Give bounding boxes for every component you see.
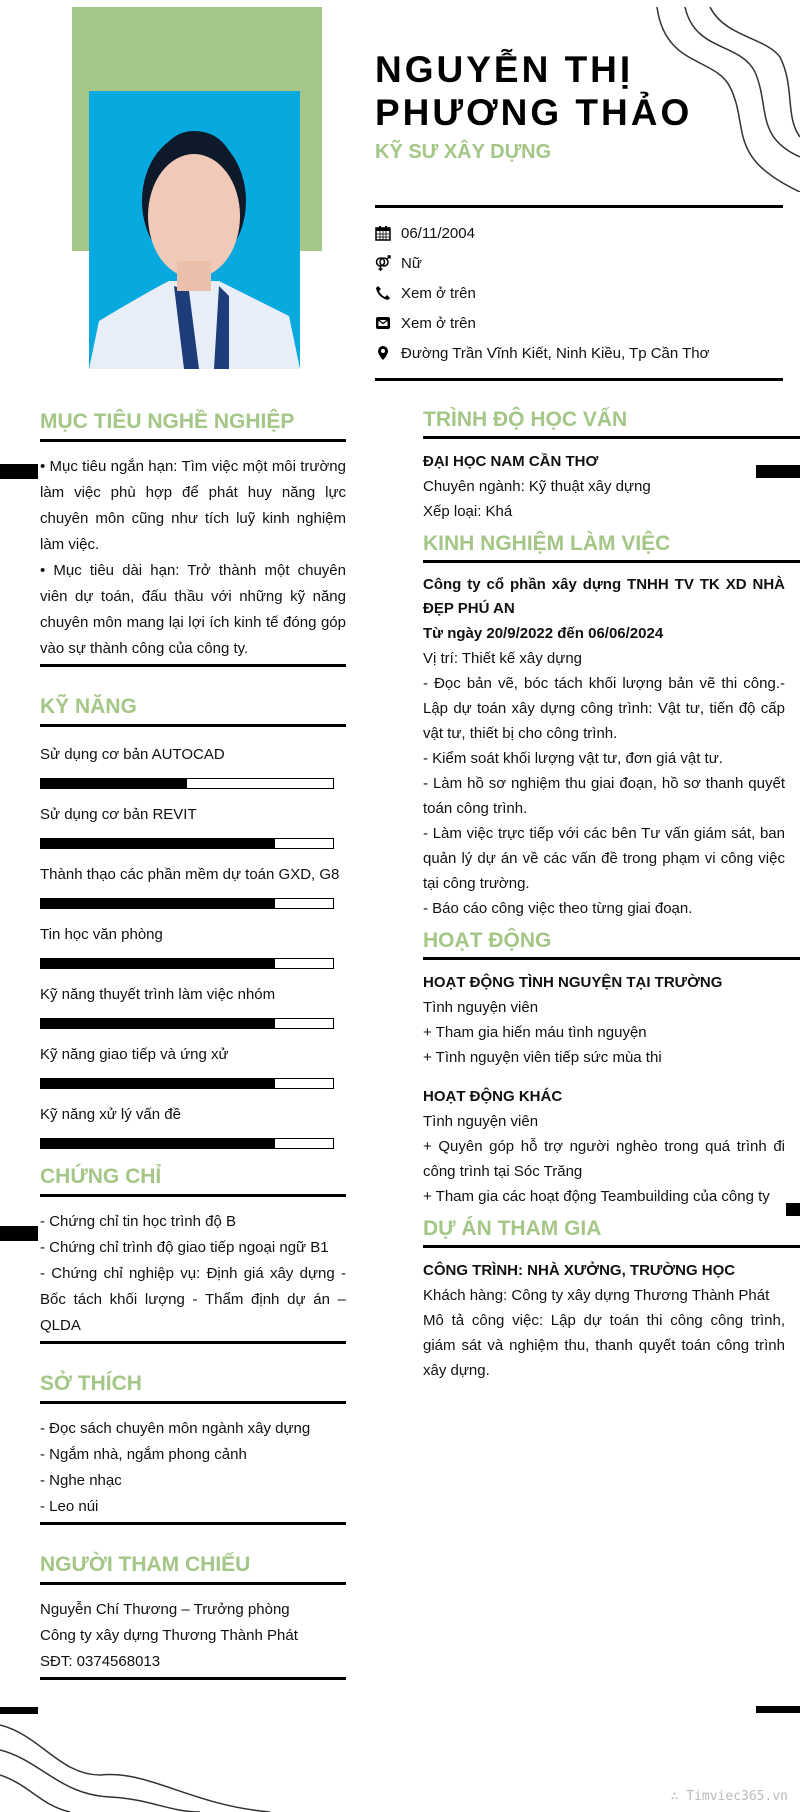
skill-level-fill [41,1079,275,1088]
skill-item [40,1045,346,1089]
contact-text: Đường Trần Vĩnh Kiết, Ninh Kiều, Tp Cần Thơ [401,344,710,362]
section-title: MỤC TIÊU NGHỀ NGHIỆP [40,410,346,442]
contact-birthdate [375,218,783,248]
decorative-wave-lines-bottom [0,1715,280,1812]
objective-long-term: • Mục tiêu dài hạn: Trở thành một chuyên viên dự toán, đấu thầu với những kỹ năng chuyên môn mang lại lợi ích kinh tế đóng góp vào sự thành công của công ty. [40,562,346,657]
skill-level-bar [40,958,334,969]
duty-item: - Làm việc trực tiếp với các bên Tư vấn giám sát, ban quản lý dự án về các vấn đề trong phạm vi công việc tại công trường. [423,825,785,892]
certificate-item: - Chứng chỉ trình độ giao tiếp ngoại ngữ B1 [40,1239,329,1256]
email-icon [375,315,391,331]
contact-info [375,205,783,381]
skill-level-fill [41,959,275,968]
skill-level-fill [41,1019,275,1028]
skill-level-fill [41,1139,275,1148]
hobby-item: - Ngắm nhà, ngắm phong cảnh [40,1446,247,1463]
project-name: CÔNG TRÌNH: NHÀ XƯỞNG, TRƯỜNG HỌC [423,1262,736,1279]
skills-list [40,745,346,1149]
reference-item: Công ty xây dựng Thương Thành Phát [40,1627,298,1644]
company-name: Công ty cổ phần xây dựng TNHH TV TK XD NHÀ ĐẸP PHÚ AN [423,576,785,617]
work-position: Vị trí: Thiết kế xây dựng [423,650,583,667]
gender-icon [375,255,391,271]
skill-level-bar [40,1018,334,1029]
projects-section [423,1217,800,1383]
hobbies-section [40,1372,346,1525]
decorative-marker [756,1706,800,1713]
skill-level-bar [40,1138,334,1149]
education-grade: Xếp loại: Khá [423,503,513,520]
project-client: Khách hàng: Công ty xây dựng Thương Thành Phát [423,1287,770,1304]
contact-gender [375,248,783,278]
activities-section [423,929,800,1209]
job-title: KỸ SƯ XÂY DỰNG [375,141,552,163]
section-title: SỞ THÍCH [40,1372,346,1404]
section-title: HOẠT ĐỘNG [423,929,800,960]
certificates-section [40,1165,346,1344]
certificate-item: - Chứng chỉ nghiệp vụ: Định giá xây dựng - Bốc tách khối lượng - Thẩm định dự án – QLDA [40,1265,346,1334]
skill-level-fill [41,779,187,788]
skill-item [40,865,346,909]
skill-label: Kỹ năng thuyết trình làm việc nhóm [40,986,276,1003]
skill-level-bar [40,838,334,849]
duty-item: - Đọc bản vẽ, bóc tách khối lượng bản vẽ thi công.- Lập dự toán xây dựng công trình: Vật tư, tiến độ cấp vật tư, thiết bị cho công trình. [423,675,785,742]
name-line-2: PHƯƠNG THẢO [375,92,693,133]
decorative-marker [0,1707,38,1714]
phone-icon [375,285,391,301]
hobby-item: - Leo núi [40,1498,99,1515]
duty-item: - Báo cáo công việc theo từng giai đoạn. [423,900,693,917]
skill-item [40,1105,346,1149]
decorative-marker [0,464,38,479]
hobby-item: - Nghe nhạc [40,1472,122,1489]
skill-item [40,925,346,969]
activity-item: + Tham gia các hoạt động Teambuilding của công ty [423,1188,770,1205]
hobby-item: - Đọc sách chuyên môn ngành xây dựng [40,1420,311,1437]
left-column [40,410,346,1708]
activity-group [423,1084,800,1209]
duty-item: - Kiểm soát khối lượng vật tư, đơn giá vật tư. [423,750,723,767]
skill-level-fill [41,839,275,848]
section-title: NGƯỜI THAM CHIẾU [40,1553,346,1585]
skill-label: Sử dụng cơ bản AUTOCAD [40,746,225,763]
certificate-item: - Chứng chỉ tin học trình độ B [40,1213,236,1230]
education-section [423,408,800,524]
profile-photo [89,91,300,369]
section-title: KỸ NĂNG [40,695,346,727]
skill-level-fill [41,899,275,908]
skill-item [40,805,346,849]
duty-item: - Làm hồ sơ nghiệm thu giai đoạn, hồ sơ thanh quyết toán công trình. [423,775,785,817]
contact-text: Nữ [401,254,422,272]
section-title: DỰ ÁN THAM GIA [423,1217,800,1248]
watermark: ∴ Timviec365.vn [670,1789,788,1804]
school-name: ĐẠI HỌC NAM CẦN THƠ [423,453,599,470]
activity-name: HOẠT ĐỘNG KHÁC [423,1088,563,1105]
skill-level-bar [40,898,334,909]
skill-item [40,745,346,789]
project-description: Mô tả công việc: Lập dự toán thi công công trình, giám sát và nghiệm thu, thanh quyết toán công trình xây dựng. [423,1312,785,1379]
contact-text: Xem ở trên [401,314,476,332]
decorative-marker [0,1226,38,1241]
skill-label: Thành thạo các phần mềm dự toán GXD, G8 [40,866,340,883]
work-period: Từ ngày 20/9/2022 đến 06/06/2024 [423,625,664,642]
skill-label: Sử dụng cơ bản REVIT [40,806,197,823]
contact-address [375,338,783,368]
activity-item: + Tình nguyện viên tiếp sức mùa thi [423,1049,662,1066]
contact-text: Xem ở trên [401,284,476,302]
skill-label: Kỹ năng giao tiếp và ứng xử [40,1046,229,1063]
reference-item: SĐT: 0374568013 [40,1653,161,1670]
contact-phone [375,278,783,308]
reference-item: Nguyễn Chí Thương – Trưởng phòng [40,1601,290,1618]
calendar-icon [375,225,391,241]
location-icon [375,345,391,361]
references-section [40,1553,346,1680]
skills-section [40,695,346,1149]
contact-email [375,308,783,338]
objective-short-term: • Mục tiêu ngắn hạn: Tìm việc một môi trường làm việc phù hợp để phát huy năng lực chuyên môn cũng như tích luỹ kinh nghiệm làm việc. [40,458,346,553]
skill-item [40,985,346,1029]
section-title: TRÌNH ĐỘ HỌC VẤN [423,408,800,439]
activity-group [423,970,800,1070]
contact-text: 06/11/2004 [401,224,475,242]
skill-label: Kỹ năng xử lý vấn đề [40,1106,181,1123]
candidate-name [375,48,692,134]
objective-section [40,410,346,667]
activity-role: Tình nguyện viên [423,999,539,1016]
section-title: CHỨNG CHỈ [40,1165,346,1197]
activity-role: Tình nguyện viên [423,1113,539,1130]
name-line-1: NGUYỄN THỊ [375,49,634,90]
education-major: Chuyên ngành: Kỹ thuật xây dựng [423,478,651,495]
skill-label: Tin học văn phòng [40,926,163,943]
skill-level-bar [40,778,334,789]
section-title: KINH NGHIỆM LÀM VIỆC [423,532,800,563]
activity-item: + Tham gia hiến máu tình nguyện [423,1024,647,1041]
skill-level-bar [40,1078,334,1089]
right-column [423,408,800,1383]
experience-section [423,532,800,921]
activity-item: + Quyên góp hỗ trợ người nghèo trong quá trình đi công trình tại Sóc Trăng [423,1138,785,1180]
activity-name: HOẠT ĐỘNG TÌNH NGUYỆN TẠI TRƯỜNG [423,974,723,991]
